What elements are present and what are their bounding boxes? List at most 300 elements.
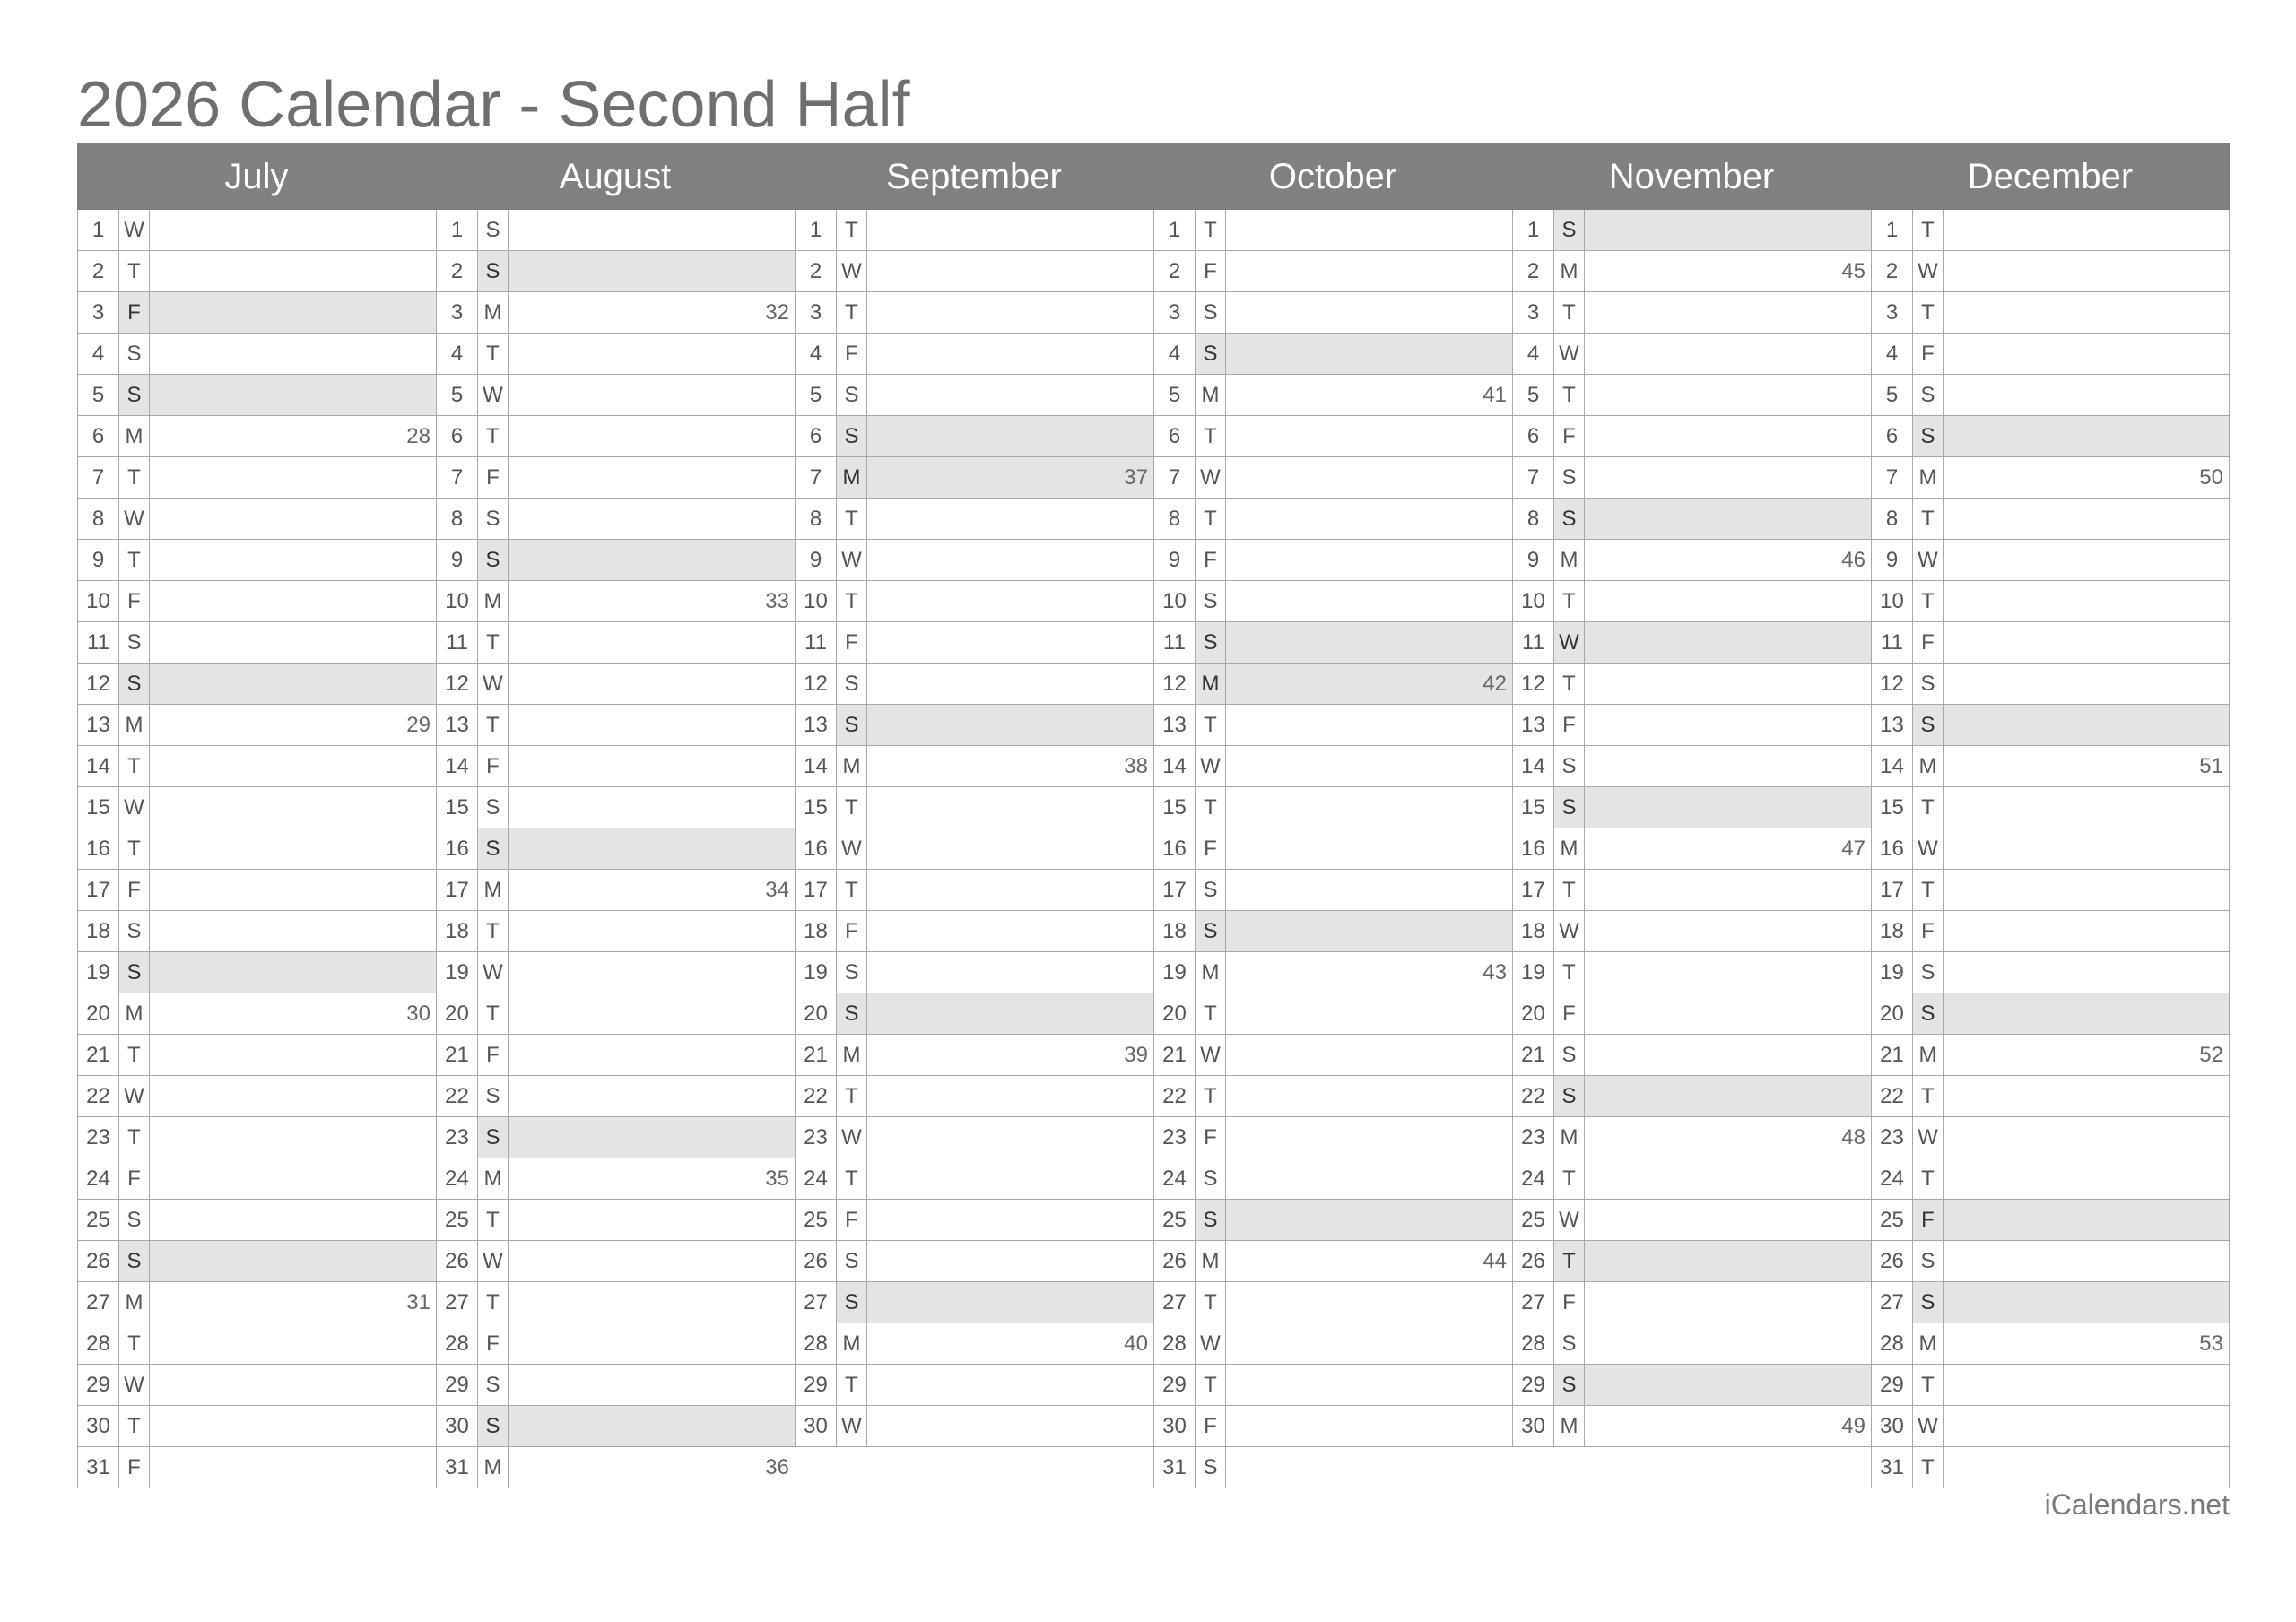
day-row xyxy=(77,787,436,828)
day-letter: T xyxy=(1196,499,1226,539)
day-letter: T xyxy=(1196,1076,1226,1116)
day-number: 29 xyxy=(1872,1365,1913,1405)
week-number xyxy=(1226,210,1512,250)
day-row xyxy=(1871,540,2230,581)
day-row xyxy=(1512,622,1871,664)
week-number: 44 xyxy=(1483,1249,1507,1273)
week-number xyxy=(867,870,1153,910)
month-header: September xyxy=(795,143,1153,210)
day-letter: W xyxy=(119,210,150,250)
day-letter: T xyxy=(478,993,509,1034)
day-row xyxy=(436,1241,795,1282)
day-number: 12 xyxy=(796,664,837,704)
day-row xyxy=(436,581,795,622)
week-number xyxy=(1944,1241,2229,1281)
day-number: 12 xyxy=(437,664,478,704)
day-row xyxy=(1512,787,1871,828)
day-row xyxy=(77,1035,436,1076)
day-row xyxy=(1512,664,1871,705)
day-row xyxy=(77,1117,436,1158)
week-number: 52 xyxy=(2199,1043,2223,1067)
day-row xyxy=(1871,499,2230,540)
day-number: 18 xyxy=(1154,911,1196,951)
day-row xyxy=(1153,952,1512,993)
day-number: 13 xyxy=(437,705,478,745)
day-row xyxy=(1871,828,2230,870)
week-number xyxy=(1585,1158,1871,1199)
day-row xyxy=(795,746,1153,787)
day-number: 3 xyxy=(78,292,119,333)
day-letter: F xyxy=(1196,251,1226,291)
week-number xyxy=(867,993,1153,1034)
day-row xyxy=(436,705,795,746)
week-number xyxy=(1585,622,1871,663)
day-number: 26 xyxy=(1872,1241,1913,1281)
day-row xyxy=(1871,334,2230,375)
day-letter: S xyxy=(119,622,150,663)
day-number: 11 xyxy=(796,622,837,663)
day-letter: W xyxy=(478,664,509,704)
calendar-grid xyxy=(77,143,2230,1488)
day-number: 5 xyxy=(1154,375,1196,415)
day-row xyxy=(795,457,1153,499)
week-number xyxy=(1944,1158,2229,1199)
day-row xyxy=(1512,1323,1871,1365)
day-letter: S xyxy=(1913,1241,1944,1281)
day-letter: S xyxy=(478,1076,509,1116)
day-number: 7 xyxy=(1154,457,1196,498)
week-number xyxy=(509,540,795,580)
day-number: 15 xyxy=(796,787,837,828)
day-letter: M xyxy=(1196,664,1226,704)
week-number xyxy=(1944,828,2229,869)
day-letter: S xyxy=(1913,952,1944,993)
day-letter: S xyxy=(837,993,867,1034)
day-row xyxy=(1512,416,1871,457)
day-row xyxy=(1153,1200,1512,1241)
week-number xyxy=(1226,416,1512,456)
day-row xyxy=(1153,416,1512,457)
day-letter: S xyxy=(119,1200,150,1240)
day-row xyxy=(795,952,1153,993)
week-number xyxy=(867,292,1153,333)
day-letter: F xyxy=(1196,828,1226,869)
day-row xyxy=(795,540,1153,581)
day-number: 9 xyxy=(1154,540,1196,580)
day-number: 27 xyxy=(437,1282,478,1323)
day-row xyxy=(795,911,1153,952)
week-number xyxy=(1944,210,2229,250)
week-number xyxy=(1226,622,1512,663)
day-letter: M xyxy=(837,1323,867,1364)
week-number xyxy=(509,705,795,745)
day-number: 21 xyxy=(1513,1035,1554,1075)
day-letter: M xyxy=(1554,1406,1585,1446)
day-row xyxy=(436,1035,795,1076)
day-row xyxy=(1871,581,2230,622)
day-row xyxy=(1871,787,2230,828)
day-letter: T xyxy=(478,334,509,374)
day-row xyxy=(795,581,1153,622)
day-number: 6 xyxy=(1513,416,1554,456)
day-number: 4 xyxy=(1872,334,1913,374)
week-number xyxy=(150,457,436,498)
day-number: 20 xyxy=(1513,993,1554,1034)
week-number xyxy=(1944,499,2229,539)
day-row xyxy=(436,1365,795,1406)
day-letter: W xyxy=(1196,457,1226,498)
week-number: 40 xyxy=(1124,1331,1148,1356)
week-number: 46 xyxy=(1841,548,1866,572)
week-number xyxy=(509,828,795,869)
day-letter: S xyxy=(1554,1035,1585,1075)
day-row xyxy=(436,828,795,870)
day-letter: S xyxy=(1196,1447,1226,1488)
day-row xyxy=(1512,292,1871,334)
week-number xyxy=(150,1117,436,1158)
day-row xyxy=(1153,828,1512,870)
day-row xyxy=(1153,1241,1512,1282)
day-row xyxy=(77,746,436,787)
page-title: 2026 Calendar - Second Half xyxy=(77,69,910,141)
day-letter: T xyxy=(1913,499,1944,539)
day-row xyxy=(1871,210,2230,251)
day-letter: T xyxy=(1196,705,1226,745)
day-row xyxy=(1153,375,1512,416)
day-number: 15 xyxy=(1872,787,1913,828)
week-number xyxy=(509,1117,795,1158)
day-number: 10 xyxy=(437,581,478,621)
day-row xyxy=(436,1117,795,1158)
day-row xyxy=(77,664,436,705)
day-letter: W xyxy=(1196,1035,1226,1075)
week-number xyxy=(1944,334,2229,374)
day-row xyxy=(1512,457,1871,499)
day-number: 7 xyxy=(1872,457,1913,498)
day-letter: T xyxy=(1196,1365,1226,1405)
day-row xyxy=(1153,1406,1512,1447)
day-number: 6 xyxy=(1154,416,1196,456)
day-row xyxy=(1512,1282,1871,1323)
day-row xyxy=(77,499,436,540)
day-number: 12 xyxy=(1513,664,1554,704)
week-number xyxy=(1226,292,1512,333)
day-number: 16 xyxy=(1872,828,1913,869)
day-row xyxy=(436,416,795,457)
day-number: 8 xyxy=(437,499,478,539)
day-letter: T xyxy=(1196,993,1226,1034)
week-number xyxy=(150,1406,436,1446)
day-letter: T xyxy=(1554,375,1585,415)
day-letter: M xyxy=(478,292,509,333)
day-letter: M xyxy=(1196,375,1226,415)
day-row xyxy=(77,828,436,870)
day-number: 4 xyxy=(437,334,478,374)
day-letter: M xyxy=(1554,251,1585,291)
day-letter: M xyxy=(1554,540,1585,580)
day-letter: T xyxy=(1913,787,1944,828)
day-number: 19 xyxy=(796,952,837,993)
day-letter: T xyxy=(1913,1158,1944,1199)
day-letter: F xyxy=(1554,416,1585,456)
week-number: 43 xyxy=(1483,960,1507,984)
day-row xyxy=(795,787,1153,828)
day-row xyxy=(795,375,1153,416)
day-number: 4 xyxy=(1154,334,1196,374)
day-number: 7 xyxy=(796,457,837,498)
day-letter: M xyxy=(837,457,867,498)
week-number xyxy=(1585,870,1871,910)
week-number xyxy=(1585,993,1871,1034)
week-number xyxy=(1585,499,1871,539)
week-number xyxy=(867,622,1153,663)
day-row xyxy=(77,1158,436,1200)
day-letter: T xyxy=(478,1282,509,1323)
day-letter: T xyxy=(119,746,150,786)
day-letter: S xyxy=(1196,911,1226,951)
day-number: 27 xyxy=(1154,1282,1196,1323)
day-letter: S xyxy=(478,499,509,539)
day-number: 21 xyxy=(796,1035,837,1075)
week-number xyxy=(1585,334,1871,374)
day-number: 6 xyxy=(78,416,119,456)
day-row xyxy=(77,952,436,993)
week-number: 37 xyxy=(867,457,1153,498)
day-number: 9 xyxy=(1513,540,1554,580)
day-number: 20 xyxy=(437,993,478,1034)
day-letter: S xyxy=(119,375,150,415)
week-number xyxy=(509,664,795,704)
week-number xyxy=(1226,1200,1512,1240)
day-letter: S xyxy=(1196,1200,1226,1240)
day-letter: W xyxy=(119,787,150,828)
day-number: 22 xyxy=(1513,1076,1554,1116)
day-letter: S xyxy=(1554,1365,1585,1405)
day-row xyxy=(1512,1117,1871,1158)
day-row xyxy=(77,416,436,457)
day-number: 25 xyxy=(1154,1200,1196,1240)
week-number xyxy=(150,499,436,539)
week-number xyxy=(509,1406,795,1446)
day-letter: S xyxy=(478,787,509,828)
day-number: 18 xyxy=(1513,911,1554,951)
week-number xyxy=(150,1200,436,1240)
week-number xyxy=(1944,251,2229,291)
day-number: 18 xyxy=(78,911,119,951)
day-letter: T xyxy=(119,1406,150,1446)
week-number: 53 xyxy=(2199,1331,2223,1356)
week-number xyxy=(867,375,1153,415)
day-number: 1 xyxy=(1154,210,1196,250)
day-row xyxy=(1512,1200,1871,1241)
week-number xyxy=(1226,1365,1512,1405)
day-row xyxy=(1153,787,1512,828)
day-number: 28 xyxy=(1513,1323,1554,1364)
week-number xyxy=(1585,1076,1871,1116)
day-letter: S xyxy=(1196,334,1226,374)
day-number: 22 xyxy=(1872,1076,1913,1116)
day-letter: M xyxy=(1913,1323,1944,1364)
week-number xyxy=(1226,457,1512,498)
day-letter: M xyxy=(478,1447,509,1488)
day-letter: T xyxy=(1554,664,1585,704)
day-number: 11 xyxy=(1154,622,1196,663)
day-row xyxy=(436,1447,795,1488)
week-number xyxy=(1944,705,2229,745)
day-letter: W xyxy=(837,251,867,291)
week-number xyxy=(1226,540,1512,580)
day-row xyxy=(1871,1447,2230,1488)
week-number xyxy=(1226,1117,1512,1158)
day-number: 7 xyxy=(1513,457,1554,498)
week-number xyxy=(867,911,1153,951)
week-number xyxy=(1944,540,2229,580)
week-number xyxy=(1226,993,1512,1034)
week-number: 48 xyxy=(1841,1125,1866,1149)
day-letter: S xyxy=(119,952,150,993)
day-row xyxy=(1871,1282,2230,1323)
day-letter: W xyxy=(478,375,509,415)
day-letter: M xyxy=(1196,952,1226,993)
day-letter: F xyxy=(1554,993,1585,1034)
day-number: 17 xyxy=(1154,870,1196,910)
day-number: 28 xyxy=(437,1323,478,1364)
day-number: 24 xyxy=(1872,1158,1913,1199)
day-number: 11 xyxy=(1872,622,1913,663)
week-number xyxy=(509,1323,795,1364)
day-letter: S xyxy=(478,1406,509,1446)
day-row xyxy=(77,581,436,622)
day-letter: S xyxy=(1196,292,1226,333)
week-number xyxy=(150,622,436,663)
day-letter: S xyxy=(1913,416,1944,456)
day-number: 10 xyxy=(1872,581,1913,621)
day-number: 16 xyxy=(1513,828,1554,869)
day-number: 18 xyxy=(437,911,478,951)
day-row xyxy=(1871,1035,2230,1076)
day-row xyxy=(1153,540,1512,581)
month-column xyxy=(77,143,436,1488)
day-row xyxy=(795,705,1153,746)
week-number xyxy=(867,787,1153,828)
week-number xyxy=(1585,581,1871,621)
day-number: 14 xyxy=(78,746,119,786)
week-number xyxy=(1585,416,1871,456)
day-number: 2 xyxy=(78,251,119,291)
day-letter: T xyxy=(1554,870,1585,910)
day-number: 30 xyxy=(78,1406,119,1446)
week-number: 38 xyxy=(1124,754,1148,778)
day-number: 14 xyxy=(437,746,478,786)
week-number xyxy=(867,828,1153,869)
week-number xyxy=(509,334,795,374)
day-number: 8 xyxy=(1513,499,1554,539)
week-number xyxy=(1944,1200,2229,1240)
day-letter: T xyxy=(478,911,509,951)
day-letter: W xyxy=(1554,622,1585,663)
day-letter: T xyxy=(1554,292,1585,333)
day-letter: T xyxy=(1196,1282,1226,1323)
day-number: 26 xyxy=(78,1241,119,1281)
day-number: 24 xyxy=(1513,1158,1554,1199)
day-number: 29 xyxy=(1513,1365,1554,1405)
day-number: 23 xyxy=(1154,1117,1196,1158)
week-number xyxy=(150,292,436,333)
day-letter: M xyxy=(119,416,150,456)
day-number: 10 xyxy=(1513,581,1554,621)
day-row xyxy=(77,1323,436,1365)
day-letter: F xyxy=(119,1158,150,1199)
day-row xyxy=(77,251,436,292)
day-row xyxy=(436,622,795,664)
day-letter: S xyxy=(119,1241,150,1281)
day-number: 20 xyxy=(1872,993,1913,1034)
day-row xyxy=(436,334,795,375)
day-row xyxy=(1153,334,1512,375)
day-letter: T xyxy=(1913,292,1944,333)
day-number: 14 xyxy=(1154,746,1196,786)
week-number xyxy=(1944,416,2229,456)
day-number: 20 xyxy=(1154,993,1196,1034)
week-number xyxy=(1226,911,1512,951)
week-number xyxy=(1585,911,1871,951)
day-letter: T xyxy=(837,292,867,333)
day-row xyxy=(1512,499,1871,540)
day-number: 18 xyxy=(796,911,837,951)
week-number xyxy=(1585,1035,1871,1075)
week-number xyxy=(150,375,436,415)
day-number: 30 xyxy=(437,1406,478,1446)
day-letter: T xyxy=(1196,416,1226,456)
day-number: 24 xyxy=(437,1158,478,1199)
day-row xyxy=(1512,1158,1871,1200)
day-letter: S xyxy=(1554,499,1585,539)
day-row xyxy=(1153,911,1512,952)
day-row xyxy=(436,952,795,993)
day-number: 4 xyxy=(1513,334,1554,374)
week-number xyxy=(1944,1365,2229,1405)
day-number: 20 xyxy=(796,993,837,1034)
week-number xyxy=(1226,787,1512,828)
day-number: 4 xyxy=(796,334,837,374)
week-number xyxy=(1585,1200,1871,1240)
day-letter: S xyxy=(1913,993,1944,1034)
day-number: 9 xyxy=(796,540,837,580)
day-row xyxy=(77,622,436,664)
day-letter: T xyxy=(119,457,150,498)
day-letter: W xyxy=(1913,1406,1944,1446)
day-letter: T xyxy=(837,581,867,621)
day-row xyxy=(436,1323,795,1365)
day-number: 17 xyxy=(78,870,119,910)
day-row xyxy=(795,664,1153,705)
day-letter: T xyxy=(119,251,150,291)
day-letter: S xyxy=(478,251,509,291)
week-number xyxy=(867,581,1153,621)
week-number xyxy=(1944,870,2229,910)
day-number: 29 xyxy=(437,1365,478,1405)
day-number: 6 xyxy=(796,416,837,456)
day-letter: W xyxy=(1913,828,1944,869)
day-letter: T xyxy=(119,828,150,869)
day-row xyxy=(436,1200,795,1241)
day-row xyxy=(77,375,436,416)
day-number: 26 xyxy=(1513,1241,1554,1281)
day-number: 31 xyxy=(437,1447,478,1488)
day-number: 17 xyxy=(796,870,837,910)
day-letter: T xyxy=(119,1035,150,1075)
day-number: 13 xyxy=(1154,705,1196,745)
